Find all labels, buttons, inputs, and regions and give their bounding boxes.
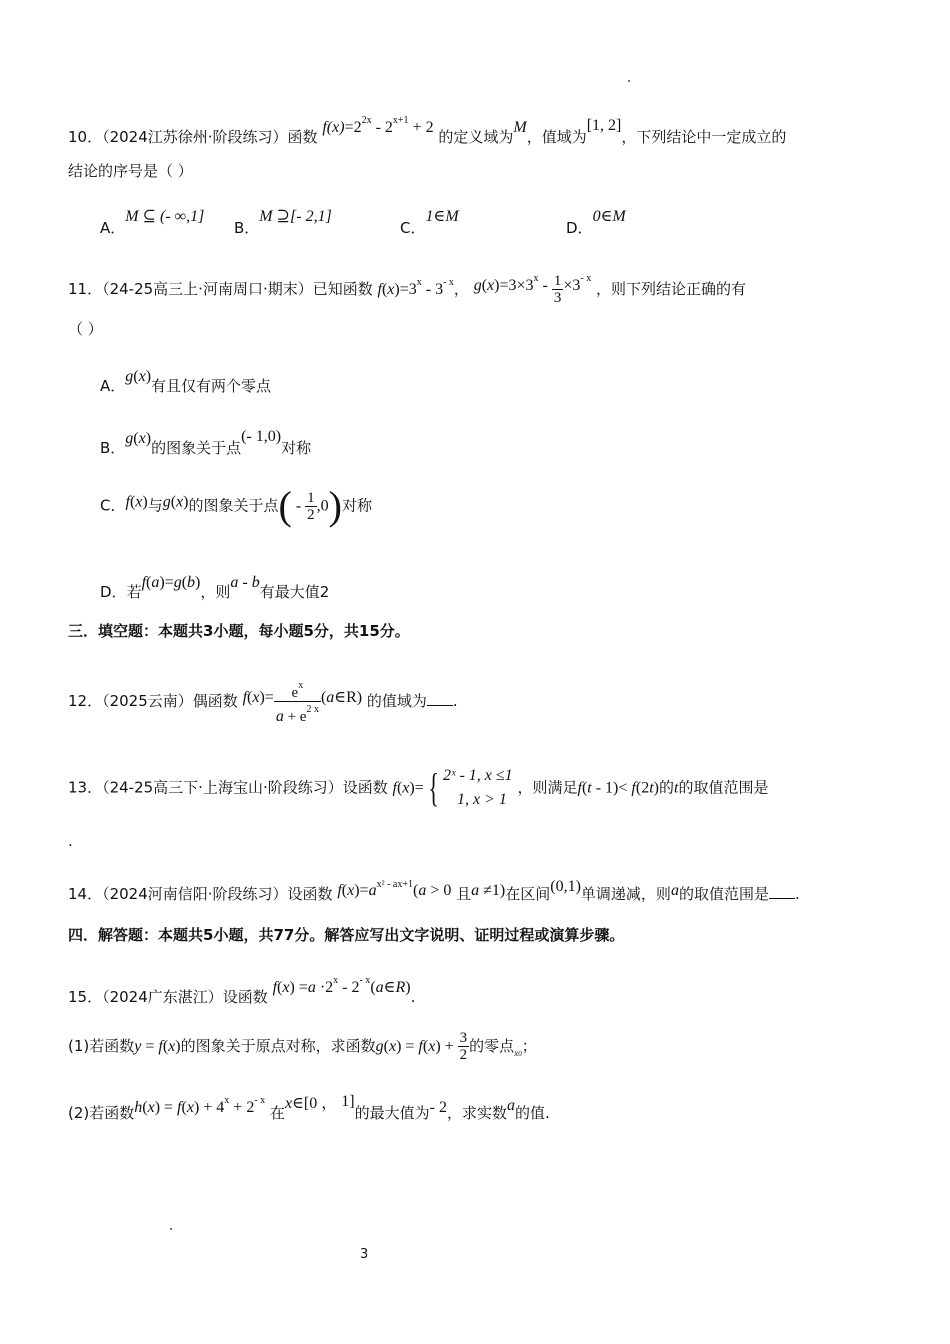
question-10-line2: 结论的序号是（ ） [68, 162, 193, 180]
page-number: 3 [360, 1247, 369, 1262]
q11-option-c: C．f(x)与g(x)的图象关于点( - $\frac{1}{2}$ ,0)对称 [100, 483, 372, 528]
question-13: 13．（24-25高三下·上海宝山·阶段练习）设函数 f(x)= { 2ˣ - 1, x ≤1 1, x > 1 ，则满足f(t - 1)< f(2t)的t的取值范围是 [68, 765, 769, 810]
scan-dot [628, 80, 630, 82]
scan-dot [170, 1228, 172, 1230]
question-14: 14．（2024河南信阳·阶段练习）设函数 $f(x)=a^{x^2 - ax+1}(a > 0$ 且a ≠1)在区间(0,1)单调递减，则a的取值范围是 . [68, 878, 800, 903]
q11-option-a: A．g(x)有且仅有两个零点 [100, 368, 272, 395]
question-11-line2: （ ） [68, 320, 103, 338]
q11-option-b: B．g(x)的图象关于点(- 1,0)对称 [100, 428, 312, 457]
section-4-heading: 四．解答题：本题共5小题，共77分。解答应写出文字说明、证明过程或演算步骤。 [68, 926, 625, 944]
question-11: 11．（24-25高三上·河南周口·期末）已知函数 $f(x)=3^x - 3^{- x}$， $g(x)=3\times 3^x$ - $\frac{1}{3}$ $\times 3^{- x}$ ，则下列结论正确的有 [68, 273, 747, 306]
q11-option-d: D．若f(a)=g(b)，则a - b有最大值2 [100, 574, 330, 601]
section-3-heading: 三．填空题：本题共3小题，每小题5分，共15分。 [68, 622, 410, 640]
question-12: 12．（2025云南）偶函数 f(x)= $\frac{e^x}{a + e^{2 x}}$ (a∈R) 的值域为 . [68, 680, 458, 725]
question-15: 15．（2024广东湛江）设函数 $f(x) =a \cdot 2^x$ - $2^{- x}(a\in R)$. [68, 975, 416, 1006]
question-15-part-1: (1)若函数y = f(x)的图象关于原点对称，求函数g(x) = f(x) + $\frac{3}{2}$ 的零点$_{x0}$； [68, 1030, 537, 1063]
q10-option-c: C．1∈M [400, 208, 459, 237]
question-10: 10．（2024江苏徐州·阶段练习）函数 $f(x)=2^{2x} - 2^{x+1} + 2$ 的定义域为M，值域为[1, 2]，下列结论中一定成立的 [68, 115, 787, 146]
question-13-end: . [68, 832, 73, 850]
question-15-part-2: (2)若函数$h(x) = f(x) + 4^x + 2^{- x}$ 在x∈[0 ， 1]的最大值为- 2，求实数a的值. [68, 1093, 550, 1122]
q10-option-b: B．M ⊇[- 2,1] [234, 208, 332, 237]
q10-option-a: A．M ⊆ (- ∞,1] [100, 208, 205, 237]
q10-option-d: D．0∈M [566, 208, 626, 237]
